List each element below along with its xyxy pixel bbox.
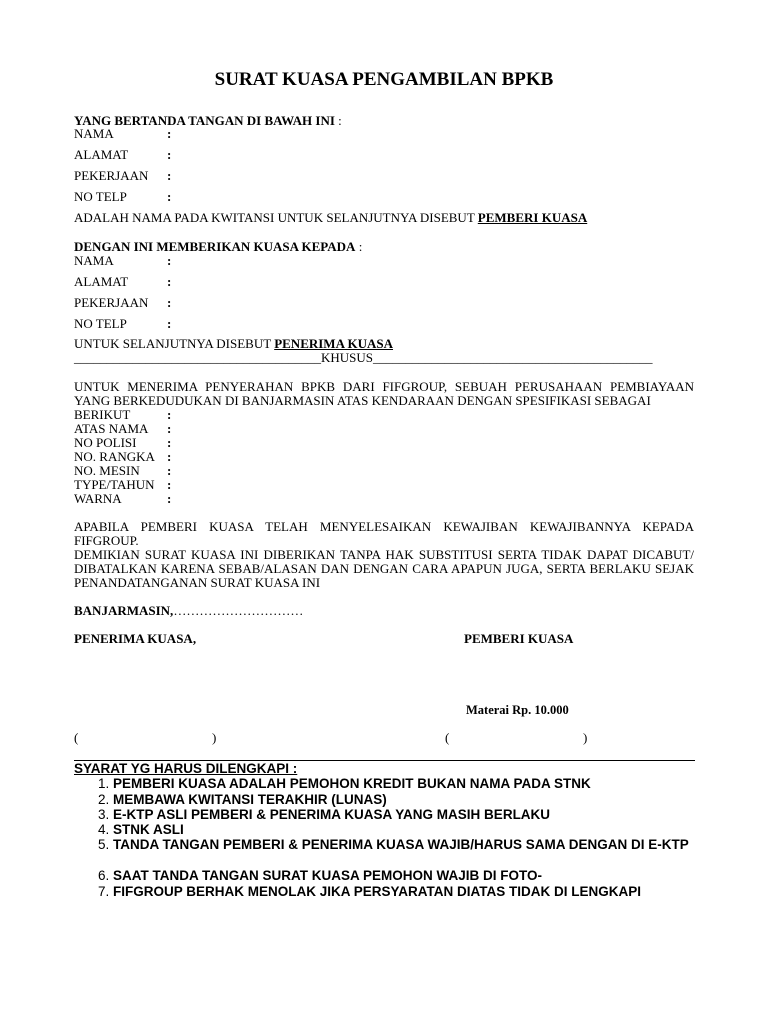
grantor-closing (74, 211, 587, 225)
grantor-field-notelp (74, 190, 171, 204)
field-colon: : (167, 435, 172, 450)
field-colon: : (167, 491, 172, 506)
list-item (98, 776, 694, 791)
materai-label: Materai Rp. 10.000 (466, 703, 569, 717)
field-colon: : (167, 407, 172, 422)
item-number: 2. (98, 792, 114, 807)
field-colon: : (167, 168, 172, 183)
document-title: SURAT KUASA PENGAMBILAN BPKB (214, 69, 554, 90)
grantor-field-alamat (74, 148, 171, 162)
grantee-field-nama (74, 254, 171, 268)
field-label: PEKERJAAN (74, 295, 149, 310)
grantee-closing-text: UNTUK SELANJUTNYA DISEBUT (74, 336, 275, 351)
vehicle-field-no-rangka (74, 450, 171, 464)
list-item (98, 807, 694, 822)
grantee-heading: DENGAN INI MEMBERIKAN KUASA KEPADA (74, 239, 356, 254)
grantee-heading-row (74, 240, 362, 254)
field-label: NO POLISI (74, 435, 137, 450)
grantee-field-notelp (74, 317, 171, 331)
grantee-field-alamat (74, 275, 171, 289)
vehicle-field-type-tahun (74, 478, 171, 492)
item-number: 7. (98, 884, 114, 899)
item-text: TANDA TANGAN PEMBERI & PENERIMA KUASA WAJIB/HARUS SAMA DENGAN DI E-KTP (113, 837, 689, 852)
grantee-field-pekerjaan (74, 296, 171, 310)
receiver-paren-close: ) (212, 730, 217, 745)
grantor-field-nama (74, 127, 171, 141)
receiver-signature-label: PENERIMA KUASA, (74, 631, 197, 646)
vehicle-field-berikut (74, 408, 171, 422)
field-label: TYPE/TAHUN (74, 477, 155, 492)
giver-signature-label: PEMBERI KUASA (464, 631, 574, 646)
vehicle-field-no-polisi (74, 436, 171, 450)
vehicle-field-no-mesin (74, 464, 171, 478)
vehicle-paragraph: UNTUK MENERIMA PENYERAHAN BPKB DARI FIFGROUP, SEBUAH PERUSAHAAN PEMBIAYAAN YANG BERKEDUDUKAN DI BANJARMASIN ATAS KENDARAAN DENGAN SPESIFIKASI SEBAGAI (74, 379, 694, 408)
field-label: NO TELP (74, 316, 127, 331)
list-item (98, 837, 694, 852)
field-colon: : (167, 449, 172, 464)
field-label: PEKERJAAN (74, 168, 149, 183)
grantee-role: PENERIMA KUASA (274, 336, 394, 351)
field-label: ALAMAT (74, 147, 129, 162)
vehicle-field-atas-nama (74, 422, 171, 436)
khusus-line: ______________________________________KHUSUS___________________________________________ (74, 350, 653, 365)
field-colon: : (167, 421, 172, 436)
field-label: ALAMAT (74, 274, 129, 289)
item-text: SAAT TANDA TANGAN SURAT KUASA PEMOHON WAJIB DI FOTO- (113, 868, 543, 883)
item-number: 3. (98, 807, 114, 822)
grantor-field-pekerjaan (74, 169, 171, 183)
grantor-heading: YANG BERTANDA TANGAN DI BAWAH INI (74, 113, 335, 128)
field-colon: : (167, 274, 172, 289)
vehicle-field-warna (74, 492, 171, 506)
list-item (98, 884, 694, 899)
field-colon: : (167, 126, 172, 141)
field-colon: : (167, 189, 172, 204)
field-colon: : (167, 147, 172, 162)
field-label: NAMA (74, 126, 114, 141)
requirements-heading: SYARAT YG HARUS DILENGKAPI : (74, 761, 298, 776)
list-item (98, 792, 694, 807)
item-text: STNK ASLI (113, 822, 184, 837)
giver-paren-close: ) (583, 730, 588, 745)
field-label: NO TELP (74, 189, 127, 204)
grantor-role: PEMBERI KUASA (477, 210, 588, 225)
receiver-paren-open: ( (74, 730, 79, 745)
field-label: NO. MESIN (74, 463, 140, 478)
item-number: 6. (98, 868, 114, 883)
list-item (98, 868, 694, 883)
list-item (98, 822, 694, 837)
grantee-closing (74, 337, 393, 351)
field-colon: : (167, 477, 172, 492)
item-number: 4. (98, 822, 114, 837)
field-label: NAMA (74, 253, 114, 268)
grantor-closing-text: ADALAH NAMA PADA KWITANSI UNTUK SELANJUTNYA DISEBUT (74, 210, 478, 225)
giver-paren-open: ( (445, 730, 450, 745)
field-label: BERIKUT (74, 407, 131, 422)
field-label: NO. RANGKA (74, 449, 155, 464)
grantee-heading-colon: : (355, 239, 363, 254)
field-colon: : (167, 316, 172, 331)
item-number: 1. (98, 776, 114, 791)
field-colon: : (167, 463, 172, 478)
grantor-heading-row (74, 114, 342, 128)
item-text: PEMBERI KUASA ADALAH PEMOHON KREDIT BUKAN NAMA PADA STNK (113, 776, 591, 791)
place-city: BANJARMASIN, (74, 603, 174, 618)
date-dots: ………………………… (173, 603, 304, 618)
grantor-heading-colon: : (334, 113, 342, 128)
field-colon: : (167, 253, 172, 268)
item-text: E-KTP ASLI PEMBERI & PENERIMA KUASA YANG MASIH BERLAKU (113, 807, 551, 822)
field-colon: : (167, 295, 172, 310)
statement-paragraph: DEMIKIAN SURAT KUASA INI DIBERIKAN TANPA HAK SUBSTITUSI SERTA TIDAK DAPAT DICABUT/ DIBATALKAN KARENA SEBAB/ALASAN DAN DENGAN CARA APAPUN JUGA, SERTA BERLAKU SEJAK PENANDATANGANAN SURAT KUASA INI (74, 547, 694, 590)
field-label: WARNA (74, 491, 122, 506)
item-number: 5. (98, 837, 114, 852)
obligation-paragraph: APABILA PEMBERI KUASA TELAH MENYELESAIKAN KEWAJIBAN KEWAJIBANNYA KEPADA FIFGROUP. (74, 519, 694, 548)
item-text: FIFGROUP BERHAK MENOLAK JIKA PERSYARATAN DIATAS TIDAK DI LENGKAPI (113, 884, 642, 899)
place-date-line (74, 604, 303, 618)
item-text: MEMBAWA KWITANSI TERAKHIR (LUNAS) (113, 792, 387, 807)
field-label: ATAS NAMA (74, 421, 149, 436)
